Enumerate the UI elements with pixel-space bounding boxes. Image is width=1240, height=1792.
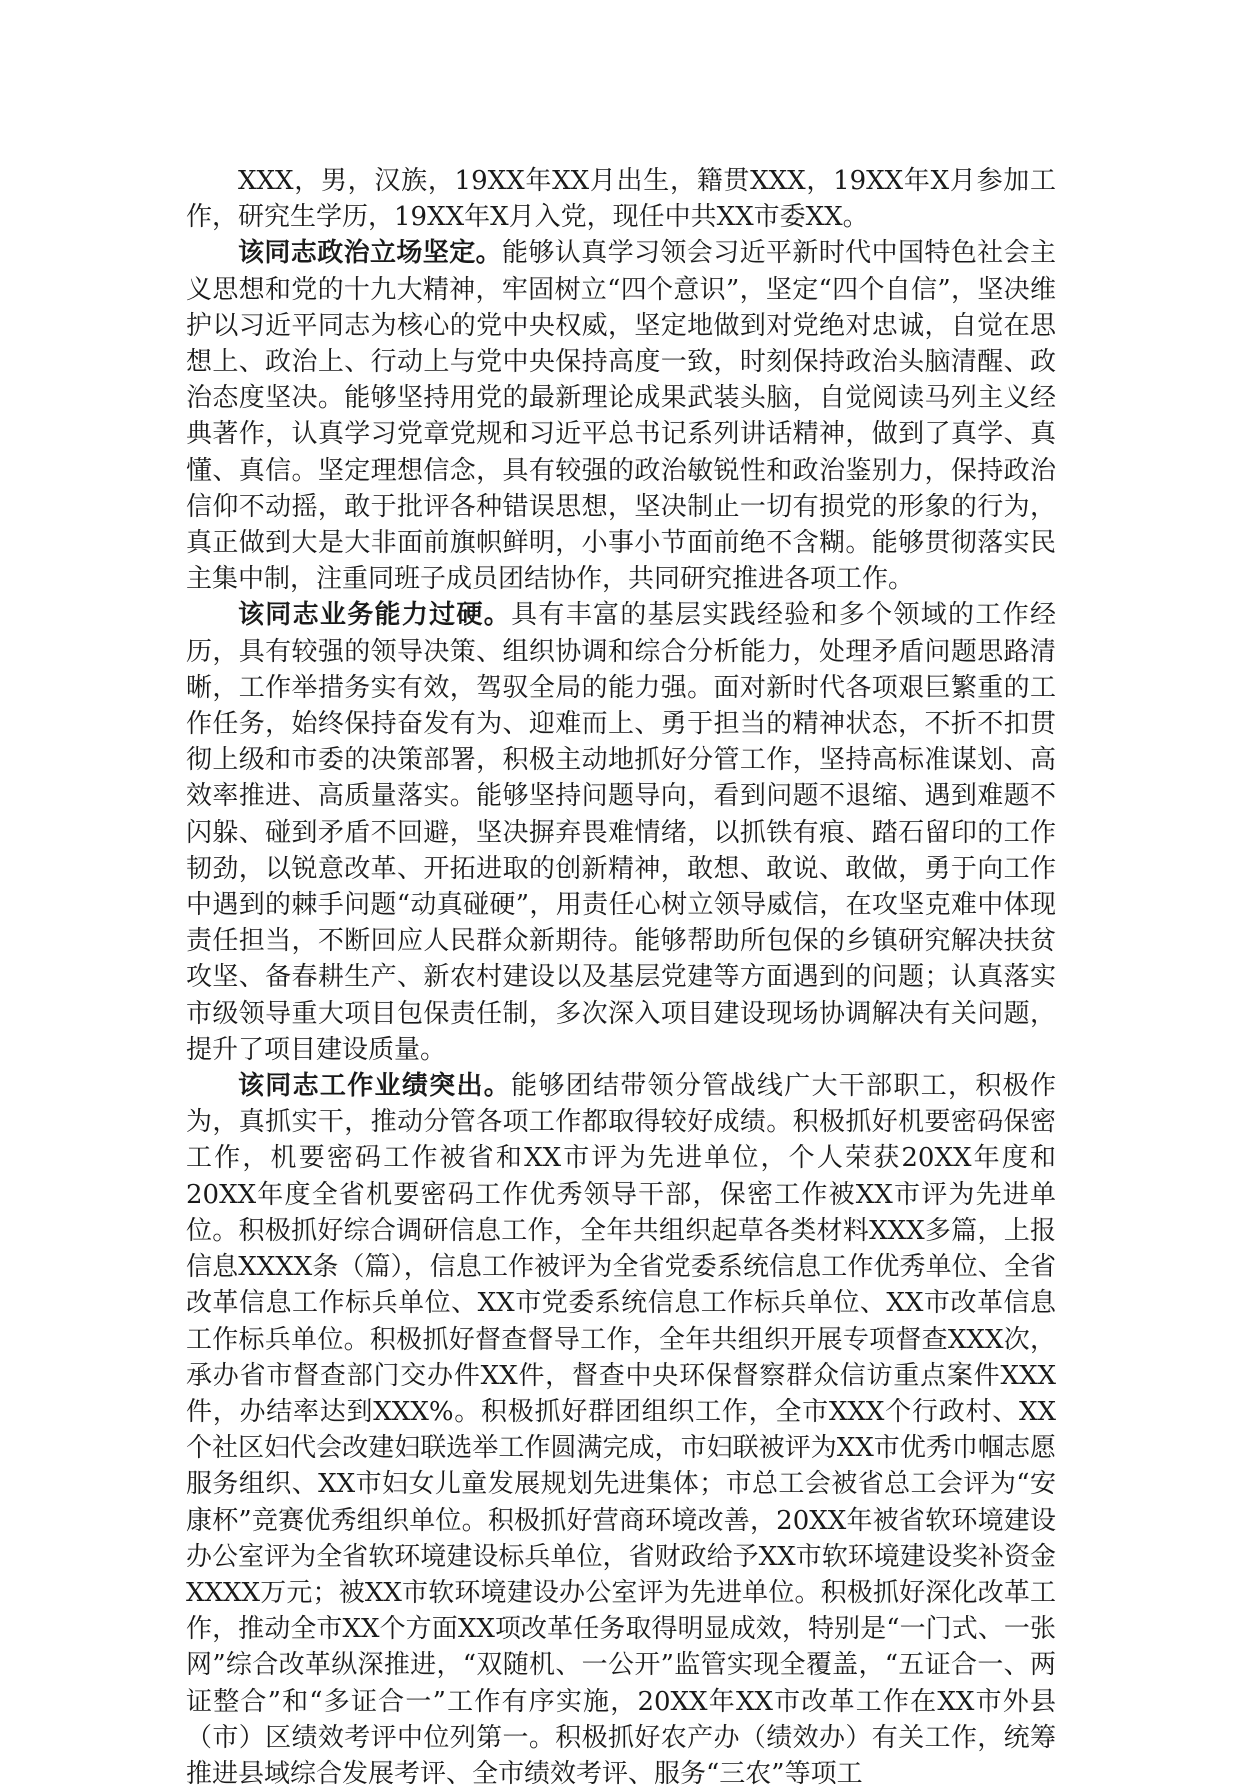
- paragraph-profile: [186, 163, 1056, 235]
- paragraph-lead: 该同志政治立场坚定。: [238, 238, 502, 269]
- paragraph-lead: 该同志工作业绩突出。: [238, 1071, 512, 1102]
- paragraph-lead: 该同志业务能力过硬。: [238, 600, 512, 631]
- paragraph-political-stance: [186, 235, 1056, 597]
- paragraph-work-ability: [186, 597, 1056, 1068]
- document-body: [186, 163, 1056, 1792]
- paragraph-achievements: [186, 1068, 1056, 1792]
- paragraph-text: 具有丰富的基层实践经验和多个领域的工作经历，具有较强的领导决策、组织协调和综合分析能力，处理矛盾问题思路清晰，工作举措务实有效，驾驭全局的能力强。面对新时代各项艰巨繁重的工作任务，始终保持奋发有为、迎难而上、勇于担当的精神状态，不折不扣贯彻上级和市委的决策部署，积极主动地抓好分管工作，坚持高标准谋划、高效率推进、高质量落实。能够坚持问题导向，看到问题不退缩、遇到难题不闪躲、碰到矛盾不回避，坚决摒弃畏难情绪，以抓铁有痕、踏石留印的工作韧劲，以锐意改革、开拓进取的创新精神，敢想、敢说、敢做，勇于向工作中遇到的棘手问题“动真碰硬”，用责任心树立领导威信，在攻坚克难中体现责任担当，不断回应人民群众新期待。能够帮助所包保的乡镇研究解决扶贫攻坚、备春耕生产、新农村建设以及基层党建等方面遇到的问题；认真落实市级领导重大项目包保责任制，多次深入项目建设现场协调解决有关问题，提升了项目建设质量。: [186, 600, 1056, 1065]
- paragraph-text: XXX，男，汉族，19XX年XX月出生，籍贯XXX，19XX年X月参加工作，研究生学历，19XX年X月入党，现任中共XX市委XX。: [186, 166, 1056, 233]
- paragraph-text: 能够认真学习领会习近平新时代中国特色社会主义思想和党的十九大精神，牢固树立“四个意识”，坚定“四个自信”，坚决维护以习近平同志为核心的党中央权威，坚定地做到对党绝对忠诚，自觉在思想上、政治上、行动上与党中央保持高度一致，时刻保持政治头脑清醒、政治态度坚决。能够坚持用党的最新理论成果武装头脑，自觉阅读马列主义经典著作，认真学习党章党规和习近平总书记系列讲话精神，做到了真学、真懂、真信。坚定理想信念，具有较强的政治敏锐性和政治鉴别力，保持政治信仰不动摇，敢于批评各种错误思想，坚决制止一切有损党的形象的行为，真正做到大是大非面前旗帜鲜明，小事小节面前绝不含糊。能够贯彻落实民主集中制，注重同班子成员团结协作，共同研究推进各项工作。: [186, 238, 1056, 595]
- paragraph-text: 能够团结带领分管战线广大干部职工，积极作为，真抓实干，推动分管各项工作都取得较好成绩。积极抓好机要密码保密工作，机要密码工作被省和XX市评为先进单位，个人荣获20XX年度和20XX年度全省机要密码工作优秀领导干部，保密工作被XX市评为先进单位。积极抓好综合调研信息工作，全年共组织起草各类材料XXX多篇，上报信息XXXX条（篇），信息工作被评为全省党委系统信息工作优秀单位、全省改革信息工作标兵单位、XX市党委系统信息工作标兵单位、XX市改革信息工作标兵单位。积极抓好督查督导工作，全年共组织开展专项督查XXX次，承办省市督查部门交办件XX件，督查中央环保督察群众信访重点案件XXX件，办结率达到XXX%。积极抓好群团组织工作，全市XXX个行政村、XX个社区妇代会改建妇联选举工作圆满完成，市妇联被评为XX市优秀巾帼志愿服务组织、XX市妇女儿童发展规划先进集体；市总工会被省总工会评为“安康杯”竞赛优秀组织单位。积极抓好营商环境改善，20XX年被省软环境建设办公室评为全省软环境建设标兵单位，省财政给予XX市软环境建设奖补资金XXXX万元；被XX市软环境建设办公室评为先进单位。积极抓好深化改革工作，推动全市XX个方面XX项改革任务取得明显成效，特别是“一门式、一张网”综合改革纵深推进，“双随机、一公开”监管实现全覆盖，“五证合一、两证整合”和“多证合一”工作有序实施，20XX年XX市改革工作在XX市外县（市）区绩效考评中位列第一。积极抓好农产办（绩效办）有关工作，统筹推进县域综合发展考评、全市绩效考评、服务“三农”等项工: [186, 1071, 1056, 1789]
